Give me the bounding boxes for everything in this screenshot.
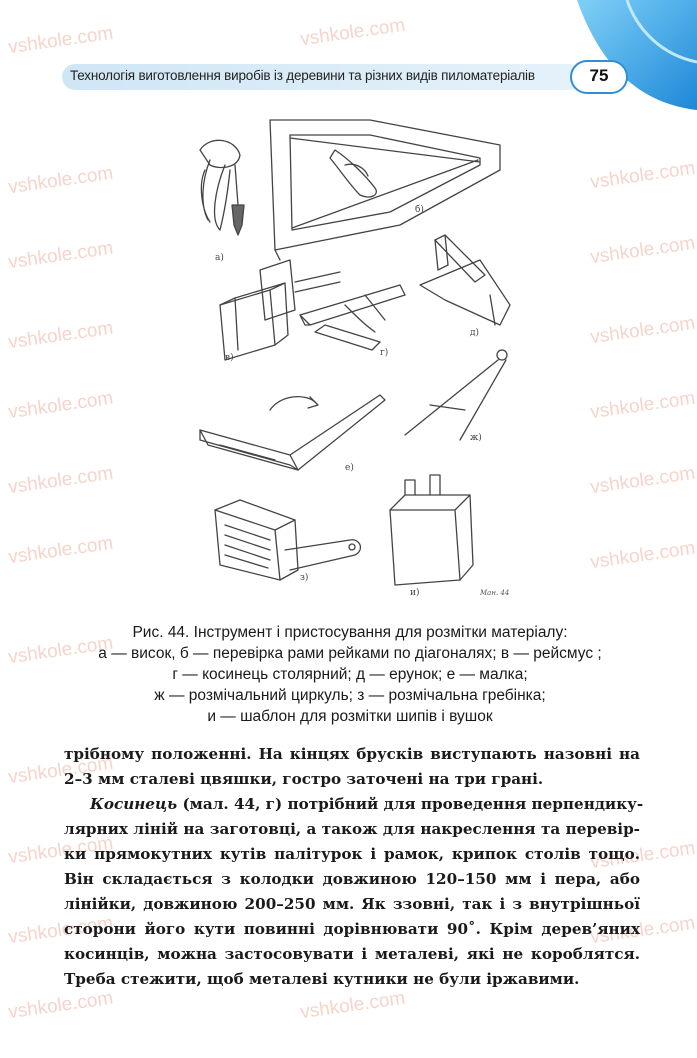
figure-caption	[70, 622, 630, 727]
body-line: ки прямокутних кутів палітурок і рамок, крипок столів тощо.	[64, 845, 640, 863]
body-line: 2–3 мм сталеві цвяшки, гостро заточені на три грані.	[64, 770, 544, 788]
watermark: vshkole.com	[6, 317, 115, 354]
figure-label: г)	[380, 348, 389, 358]
plumb-bob-drawing	[200, 140, 244, 235]
marking-gauge-drawing	[220, 260, 340, 360]
body-line: трібному положенні. На кінцях брусків виступають назовні на	[64, 745, 640, 763]
page-number: 75	[589, 66, 609, 85]
watermark: vshkole.com	[588, 312, 697, 349]
watermark: vshkole.com	[6, 237, 115, 274]
watermark: vshkole.com	[6, 387, 115, 424]
marking-comb-drawing	[215, 500, 360, 580]
watermark: vshkole.com	[6, 632, 115, 669]
watermark: vshkole.com	[588, 462, 697, 499]
caption-line: г — косинець столярний; д — ерунок; е — малка;	[172, 666, 528, 683]
figure-label: е)	[345, 463, 354, 473]
watermark: vshkole.com	[298, 987, 407, 1024]
watermark: vshkole.com	[588, 157, 697, 194]
figure-label: б)	[415, 205, 424, 215]
figure-label: а)	[215, 253, 224, 263]
watermark: vshkole.com	[6, 462, 115, 499]
frame-diagonal-check-drawing	[270, 120, 500, 260]
watermark: vshkole.com	[6, 162, 115, 199]
caption-line: ж — розмічальний циркуль; з — розмічальна гребінка;	[154, 687, 546, 704]
watermark: vshkole.com	[6, 532, 115, 569]
body-line	[64, 792, 644, 817]
watermark: vshkole.com	[298, 14, 407, 51]
watermark: vshkole.com	[588, 232, 697, 269]
body-line: косинців, можна застосовувати і металеві, які не короблятся.	[64, 945, 640, 963]
figure-label: з)	[300, 573, 309, 583]
watermark: vshkole.com	[6, 22, 115, 59]
watermark: vshkole.com	[588, 837, 697, 874]
running-header: Технологія виготовлення виробів із деревини та різних видів пиломатеріалів	[70, 68, 535, 83]
body-line: Він складається з колодки довжиною 120–150 мм і пера, або	[64, 870, 640, 888]
caption-line: и — шаблон для розмітки шипів і вушок	[207, 708, 493, 725]
body-line: Треба стежити, щоб металеві кутники не були іржавими.	[64, 970, 580, 988]
tenon-template-drawing	[390, 475, 473, 585]
watermark: vshkole.com	[6, 752, 115, 789]
watermark: vshkole.com	[6, 987, 115, 1024]
watermark: vshkole.com	[588, 537, 697, 574]
figure-label: д)	[470, 328, 480, 338]
watermark: vshkole.com	[6, 832, 115, 869]
sliding-bevel-drawing	[200, 395, 385, 470]
figure-label: и)	[410, 588, 420, 598]
figure-label: ж)	[470, 433, 482, 443]
try-square-drawing	[300, 285, 405, 350]
artist-signature: Ман. 44	[480, 589, 510, 597]
mitre-square-drawing	[420, 235, 510, 325]
caption-line: а — висок, б — перевірка рами рейками по діагоналях; в — рейсмус ;	[98, 645, 602, 662]
watermark: vshkole.com	[588, 912, 697, 949]
watermark: vshkole.com	[6, 912, 115, 949]
marking-tools-illustration	[180, 110, 540, 610]
figure-label: в)	[225, 353, 234, 363]
watermark: vshkole.com	[588, 387, 697, 424]
caption-line: Рис. 44. Інструмент і пристосування для розмітки матеріалу:	[132, 624, 568, 641]
marking-compass-drawing	[405, 350, 507, 440]
body-line: лярних ліній на заготовці, а також для накреслення та перевір-	[64, 820, 640, 838]
body-line: сторони його кути повинні дорівнювати 90˚. Крім дерев’яних	[64, 920, 640, 938]
term-kosynets: Косинець	[90, 795, 178, 813]
body-line: лінійки, довжиною 200–250 мм. Як ззовні, так і з внутрішньої	[64, 895, 640, 913]
body-line-rest: (мал. 44, г) потрібний для проведення перпендику-	[177, 795, 644, 813]
